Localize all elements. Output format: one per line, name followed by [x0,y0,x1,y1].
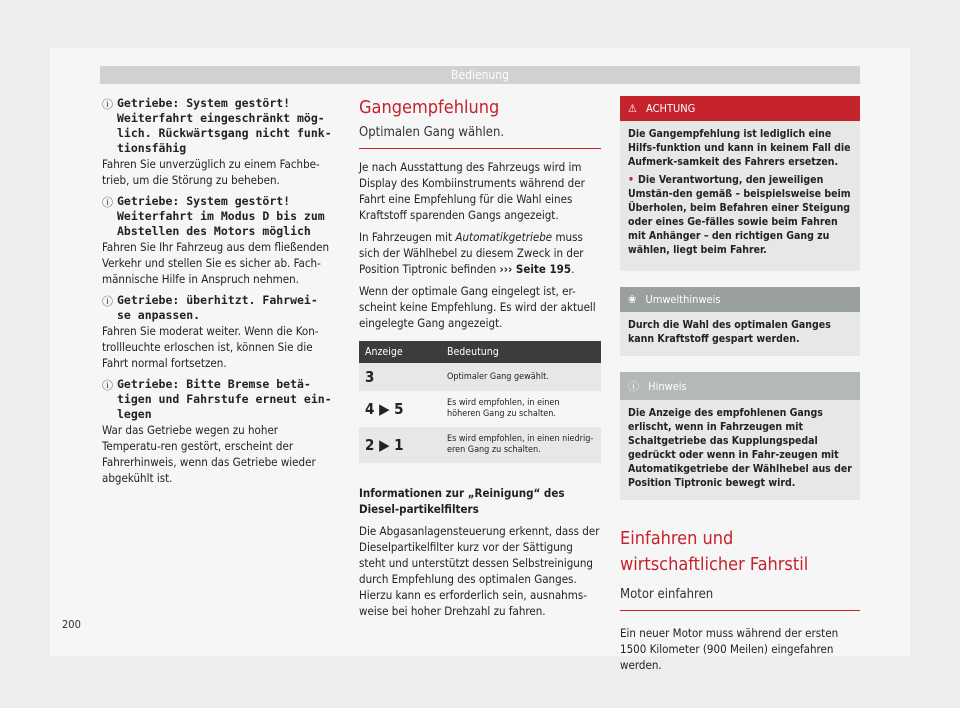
warning-title-line: tigen und Fahrstufe erneut ein- [117,392,332,406]
bullet-icon: • [628,174,635,186]
warning-triangle-icon: ⚠ [628,102,637,115]
section-title: Gangempfehlung [359,97,500,118]
warning-1-text: Fahren Sie unverzüglich zu einem Fachbe-trieb, um die Störung zu beheben. [102,157,320,187]
umwelt-box [620,287,860,356]
text-run: . [571,262,575,276]
table-row [359,391,601,427]
einfahren-text: Ein neuer Motor muss während der ersten 1500 Kilometer (900 Meilen) eingefahren werden. [620,626,839,672]
table-row [359,427,601,463]
achtung-body [620,121,860,271]
achtung-text: Die Gangempfehlung ist lediglich eine Hilfs-funktion und kann in keinem Fall die Aufmerk-samkeit des Fahrers ersetzen. [628,128,851,168]
warning-title-line: tionsfähig [117,141,187,155]
achtung-bullet-text: Die Verantwortung, den jeweiligen Umstän-den gemäß – beispielsweise beim Überholen, beim Befahren einer Steigung oder eines Ge-fälles sowie beim Fahren mit Anhänger – den richtigen Gang zu wählen, liegt beim Fahrer. [628,174,851,256]
info-circle-icon: ⓘ [102,379,113,392]
warning-1 [102,96,340,156]
warning-title-line: Abstellen des Motors möglich [117,224,311,238]
achtung-label: ACHTUNG [646,102,696,115]
umwelt-label: Umwelthinweis [645,293,721,306]
info-circle-icon: ⓘ [102,98,113,111]
gear-indicator: 3 [359,363,441,391]
leaf-icon: ❀ [628,293,637,306]
section-subtitle-einfahren: Motor einfahren [620,586,860,611]
page-header: Bedienung [100,66,860,84]
section-subtitle: Optimalen Gang wählen. [359,124,601,149]
section-title-einfahren: Einfahren und wirtschaftlicher Fahrstil [620,528,809,575]
paragraph: Je nach Ausstattung des Fahrzeugs wird im Display des Kombiinstruments während der Fahrt eine Empfehlung für die Wahl eines Kraftstoff sparenden Gangs angezeigt. [359,160,585,222]
table-header: Bedeutung [441,341,601,363]
page-reference-link[interactable]: ››› Seite 195 [499,262,572,276]
table-cell: Es wird empfohlen, in einen niedrig-eren Gang zu schalten. [441,427,601,463]
warning-title-line: Getriebe: System gestört! [117,194,291,208]
umwelt-body: Durch die Wahl des optimalen Ganges kann Kraftstoff gespart werden. [628,319,831,345]
gear-table [359,341,601,463]
table-row [359,363,601,391]
gear-indicator: 4 ▶ 5 [359,391,441,427]
table-cell: Es wird empfohlen, in einen höheren Gang zu schalten. [441,391,601,427]
column-gangempfehlung [359,96,601,625]
dpf-text: Die Abgasanlagensteuerung erkennt, dass der Dieselpartikelfilter kurz vor der Sättigung steht und unterstützt dessen Selbstreinigung durch Empfehlung des optimalen Ganges. Hierzu kann es erforderlich sein, ausnahms-weise bei hoher Drehzahl zu fahren. [359,524,600,618]
column-warnings [102,96,340,492]
warning-3-text: Fahren Sie moderat weiter. Wenn die Kon-trollleuchte erloschen ist, können Sie die Fahrt normal fortsetzen. [102,324,319,370]
hinweis-body: Die Anzeige des empfohlenen Gangs erlischt, wenn in Fahrzeugen mit Schaltgetriebe das Kupplungspedal gedrückt oder wenn in Fahr-zeugen mit Automatikgetriebe der Wählhebel aus der Position Tiptronic bewegt wird. [628,407,852,489]
hinweis-header [620,372,860,400]
paragraph-automatik [359,229,601,277]
warning-title-line: Getriebe: überhitzt. Fahrwei- [117,293,318,307]
hinweis-label: Hinweis [648,380,687,393]
achtung-header [620,96,860,121]
text-run: In Fahrzeugen mit [359,230,456,244]
text-emphasis: Automatikgetriebe [455,230,553,244]
info-square-icon: ⓘ [628,380,639,393]
umwelt-header [620,287,860,312]
page-number: 200 [62,618,81,631]
info-circle-icon: ⓘ [102,295,113,308]
warning-2 [102,194,340,239]
paragraph: Wenn der optimale Gang eingelegt ist, er-scheint keine Empfehlung. Es wird der aktuell eingelegte Gang angezeigt. [359,284,596,330]
warning-title-line: se anpassen. [117,308,201,322]
table-cell: Optimaler Gang gewählt. [441,363,601,391]
table-header: Anzeige [359,341,441,363]
column-notes [620,96,860,679]
achtung-box [620,96,860,271]
text-run: muss sich der Wählhebel zu diesem Zweck in der Position Tiptronic befinden [359,230,584,276]
warning-title-line: lich. Rückwärtsgang nicht funk- [117,126,332,140]
hinweis-box [620,372,860,500]
achtung-bullet [628,173,852,257]
warning-title-line: Getriebe: Bitte Bremse betä- [117,377,311,391]
warning-4-text: War das Getriebe wegen zu hoher Temperatu-ren gestört, erscheint der Fahrerhinweis, wenn das Getriebe wieder abgekühlt ist. [102,423,316,485]
warning-title-line: Getriebe: System gestört! [117,96,291,110]
warning-3 [102,293,340,323]
warning-4 [102,377,340,422]
warning-title-line: Weiterfahrt im Modus D bis zum [117,209,325,223]
dpf-heading: Informationen zur „Reinigung“ des Diesel-partikelfilters [359,486,565,516]
warning-title-line: legen [117,407,152,421]
warning-2-text: Fahren Sie Ihr Fahrzeug aus dem fließenden Verkehr und stellen Sie es sicher ab. Fach-männische Hilfe in Anspruch nehmen. [102,240,330,286]
info-circle-icon: ⓘ [102,196,113,209]
gear-indicator: 2 ▶ 1 [359,427,441,463]
warning-title-line: Weiterfahrt eingeschränkt mög- [117,111,325,125]
